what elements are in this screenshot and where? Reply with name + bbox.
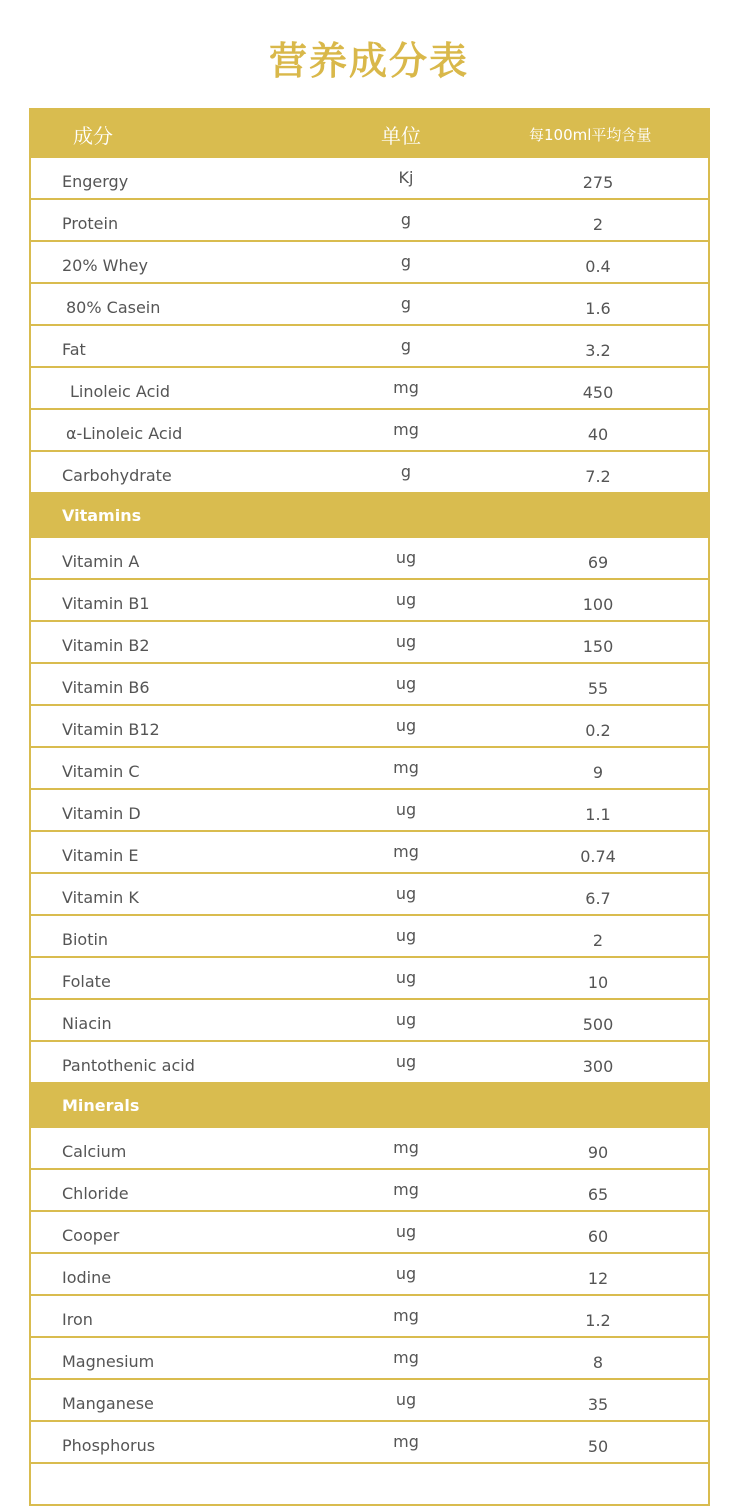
- row-name: Manganese: [62, 1394, 154, 1413]
- table-row: [31, 1338, 708, 1378]
- row-name: Folate: [62, 972, 111, 991]
- section-title: Minerals: [62, 1096, 140, 1115]
- table-row: [31, 790, 708, 830]
- row-value: 2: [592, 931, 604, 950]
- table-row: [31, 622, 708, 662]
- table-row: [31, 326, 708, 366]
- row-value: 1.6: [585, 299, 611, 318]
- row-unit: Kj: [398, 168, 414, 187]
- row-unit: ug: [395, 884, 417, 903]
- row-unit: ug: [395, 590, 417, 609]
- row-name: Vitamin C: [62, 762, 140, 781]
- table-row: [31, 874, 708, 914]
- row-name: Niacin: [62, 1014, 112, 1033]
- table-row: [31, 1000, 708, 1040]
- row-unit: ug: [395, 632, 417, 651]
- row-unit: mg: [393, 1306, 419, 1325]
- row-value: 55: [587, 679, 609, 698]
- table-row: [31, 958, 708, 998]
- row-unit: mg: [393, 378, 419, 397]
- row-unit: mg: [393, 758, 419, 777]
- row-value: 40: [587, 425, 609, 444]
- row-name: Vitamin A: [62, 552, 140, 571]
- table-row: [31, 368, 708, 408]
- row-name: Iodine: [62, 1268, 112, 1287]
- row-value: 2: [592, 215, 604, 234]
- row-value: 65: [587, 1185, 609, 1204]
- section-vitamins: [31, 494, 708, 536]
- table-row: [31, 200, 708, 240]
- row-unit: ug: [395, 968, 417, 987]
- row-unit: ug: [395, 1264, 417, 1283]
- row-value: 1.1: [585, 805, 611, 824]
- table-row: [31, 242, 708, 282]
- table-row: [31, 452, 708, 492]
- row-unit: mg: [393, 420, 419, 439]
- row-name: Vitamin B1: [62, 594, 150, 613]
- row-value: 0.74: [580, 847, 616, 866]
- row-name: Fat: [62, 340, 86, 359]
- row-name: Engergy: [62, 172, 129, 191]
- table-row: [31, 1128, 708, 1168]
- row-value: 12: [587, 1269, 609, 1288]
- page-title: 营养成分表: [268, 39, 469, 83]
- row-unit: ug: [395, 1052, 417, 1071]
- row-name: Vitamin B2: [62, 636, 150, 655]
- row-unit: mg: [393, 1180, 419, 1199]
- row-unit: ug: [395, 548, 417, 567]
- table-row: [31, 1296, 708, 1336]
- table-row: [31, 158, 708, 198]
- row-name: Vitamin B6: [62, 678, 150, 697]
- row-name: Iron: [62, 1310, 93, 1329]
- row-name: Magnesium: [62, 1352, 155, 1371]
- table-row: [31, 284, 708, 324]
- row-name: α-Linoleic Acid: [66, 424, 183, 443]
- table-row: [31, 1254, 708, 1294]
- table-row: [31, 1042, 708, 1082]
- table-row: [31, 706, 708, 746]
- row-name: 80% Casein: [66, 298, 161, 317]
- row-name: Calcium: [62, 1142, 127, 1161]
- table-row: [31, 832, 708, 872]
- row-value: 10: [587, 973, 609, 992]
- section-title: Vitamins: [62, 506, 142, 525]
- row-name: Linoleic Acid: [70, 382, 170, 401]
- row-unit: ug: [395, 1010, 417, 1029]
- row-name: Biotin: [62, 930, 109, 949]
- row-unit: ug: [395, 1390, 417, 1409]
- table-row: [31, 538, 708, 578]
- row-name: Carbohydrate: [62, 466, 172, 485]
- table-row: [31, 1170, 708, 1210]
- header-value: 每100ml平均含量: [529, 126, 652, 144]
- row-unit: ug: [395, 716, 417, 735]
- row-unit: g: [400, 462, 412, 481]
- row-unit: mg: [393, 1348, 419, 1367]
- row-unit: g: [400, 252, 412, 271]
- row-value: 60: [587, 1227, 609, 1246]
- row-value: 0.2: [585, 721, 611, 740]
- row-value: 9: [592, 763, 604, 782]
- table-row: [31, 1464, 708, 1504]
- row-unit: ug: [395, 800, 417, 819]
- row-name: Vitamin D: [62, 804, 141, 823]
- row-value: 1.2: [585, 1311, 611, 1330]
- header-unit: 单位: [381, 124, 421, 148]
- row-name: Pantothenic acid: [62, 1056, 195, 1075]
- table-row: [31, 580, 708, 620]
- table-row: [31, 1422, 708, 1462]
- section-minerals: [31, 1084, 708, 1126]
- table-row: [31, 748, 708, 788]
- row-value: 150: [582, 637, 614, 656]
- nutrition-table: [29, 108, 710, 1506]
- row-value: 6.7: [585, 889, 611, 908]
- row-value: 90: [587, 1143, 609, 1162]
- row-unit: ug: [395, 926, 417, 945]
- row-unit: g: [400, 294, 412, 313]
- row-value: 50: [587, 1437, 609, 1456]
- row-unit: mg: [393, 842, 419, 861]
- row-value: 69: [587, 553, 609, 572]
- row-unit: mg: [393, 1138, 419, 1157]
- row-name: Phosphorus: [62, 1436, 156, 1455]
- row-value: 7.2: [585, 467, 611, 486]
- row-value: 3.2: [585, 341, 611, 360]
- row-unit: ug: [395, 674, 417, 693]
- row-name: 20% Whey: [62, 256, 148, 275]
- row-value: 0.4: [585, 257, 611, 276]
- row-value: 450: [582, 383, 614, 402]
- row-unit: mg: [393, 1432, 419, 1451]
- table-row: [31, 410, 708, 450]
- table-header: [29, 108, 710, 158]
- table-row: [31, 1380, 708, 1420]
- header-ingredient: 成分: [73, 124, 113, 148]
- row-name: Cooper: [62, 1226, 120, 1245]
- table-row: [31, 916, 708, 956]
- row-value: 500: [582, 1015, 614, 1034]
- row-unit: g: [400, 336, 412, 355]
- table-body: [29, 158, 710, 1504]
- row-name: Protein: [62, 214, 119, 233]
- row-name: Vitamin B12: [62, 720, 160, 739]
- row-unit: g: [400, 210, 412, 229]
- table-row: [31, 664, 708, 704]
- row-value: 100: [582, 595, 614, 614]
- row-value: 275: [582, 173, 614, 192]
- row-value: 8: [592, 1353, 604, 1372]
- row-value: 300: [582, 1057, 614, 1076]
- row-name: Chloride: [62, 1184, 129, 1203]
- row-name: Vitamin E: [62, 846, 139, 865]
- row-value: 35: [587, 1395, 609, 1414]
- table-row: [31, 1212, 708, 1252]
- row-name: Vitamin K: [62, 888, 139, 907]
- row-unit: ug: [395, 1222, 417, 1241]
